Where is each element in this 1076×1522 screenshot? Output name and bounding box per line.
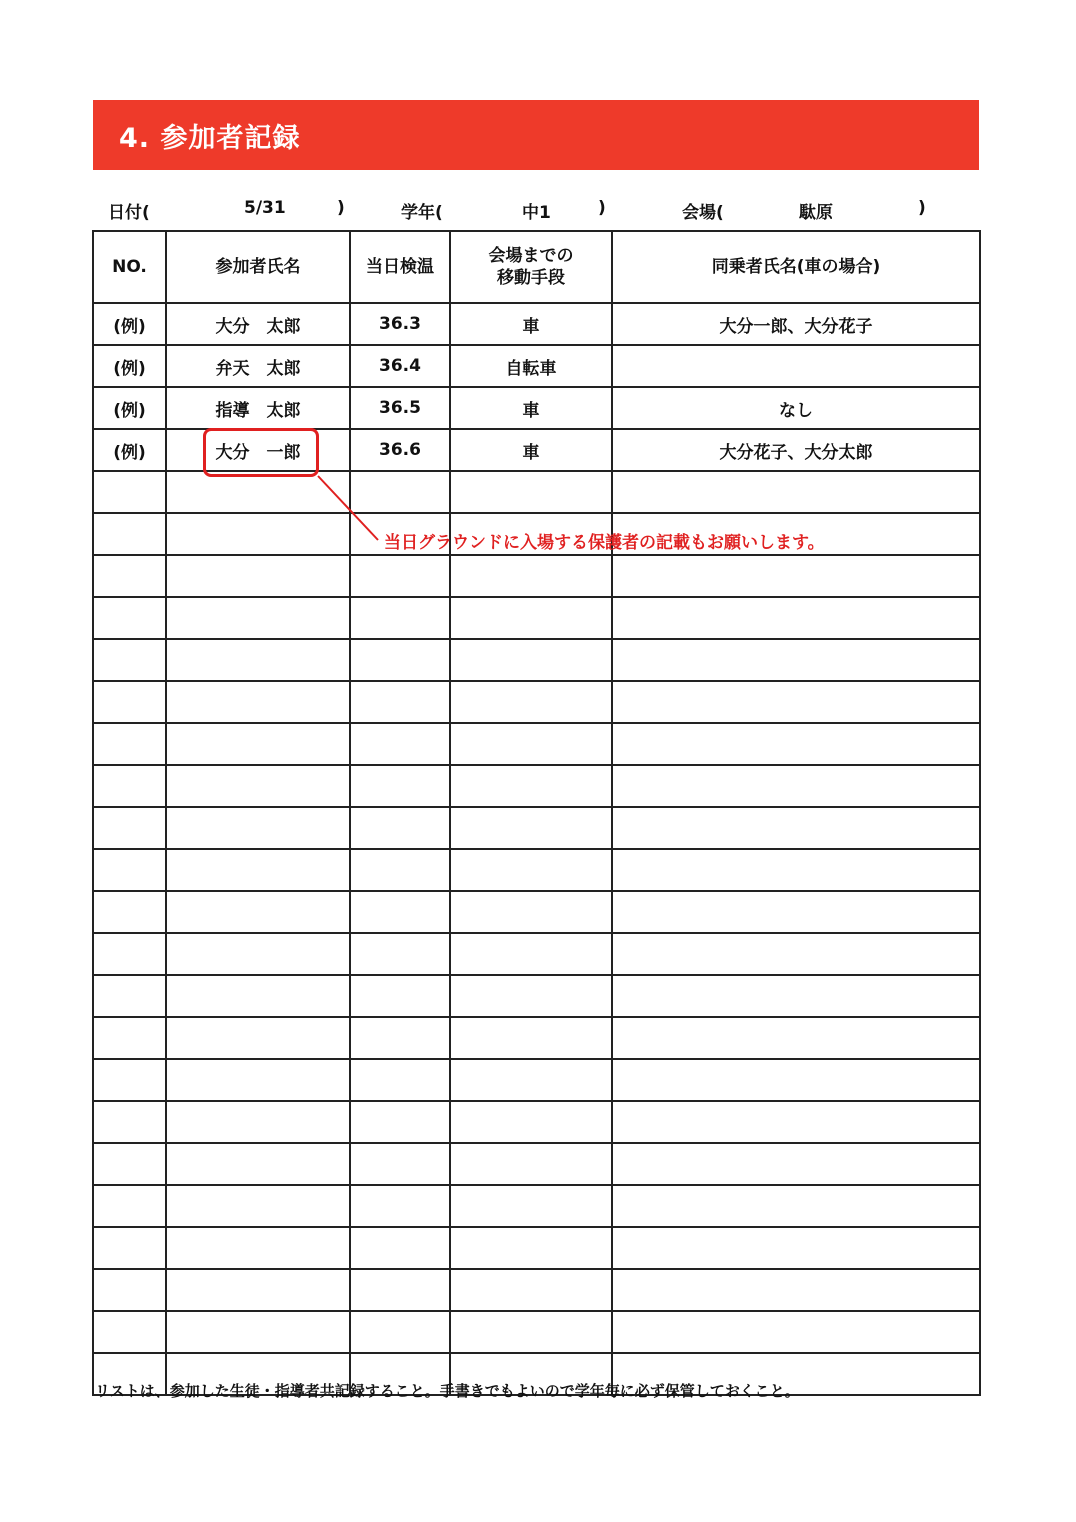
table-cell[interactable] [450, 849, 612, 891]
table-cell[interactable] [350, 1143, 450, 1185]
table-cell[interactable] [350, 723, 450, 765]
table-cell[interactable] [93, 891, 166, 933]
table-cell[interactable] [612, 597, 980, 639]
table-cell[interactable]: (例) [93, 387, 166, 429]
table-cell[interactable] [350, 1101, 450, 1143]
table-cell[interactable] [612, 1143, 980, 1185]
table-row [93, 681, 980, 723]
table-cell[interactable] [166, 975, 350, 1017]
grade-close-paren: ) [598, 198, 606, 218]
table-cell[interactable] [350, 975, 450, 1017]
table-row [93, 975, 980, 1017]
table-cell[interactable] [450, 933, 612, 975]
table-row [93, 1017, 980, 1059]
table-cell[interactable] [350, 555, 450, 597]
table-cell[interactable] [93, 471, 166, 513]
table-cell[interactable]: 自転車 [450, 345, 612, 387]
table-cell[interactable] [166, 1185, 350, 1227]
table-row [93, 471, 980, 513]
table-cell[interactable]: 36.3 [350, 303, 450, 345]
table-cell[interactable] [93, 597, 166, 639]
table-cell[interactable]: 大分 一郎 [166, 429, 350, 471]
table-cell[interactable] [450, 1227, 612, 1269]
table-cell[interactable]: (例) [93, 345, 166, 387]
table-cell[interactable] [450, 1269, 612, 1311]
table-cell[interactable] [166, 555, 350, 597]
table-cell[interactable] [166, 471, 350, 513]
table-cell[interactable] [166, 513, 350, 555]
table-cell[interactable] [93, 849, 166, 891]
table-cell[interactable] [612, 471, 980, 513]
table-cell[interactable] [93, 555, 166, 597]
table-cell[interactable] [450, 975, 612, 1017]
section-title-banner [93, 100, 979, 170]
table-cell[interactable]: 指導 太郎 [166, 387, 350, 429]
table-cell[interactable] [450, 555, 612, 597]
table-cell[interactable] [166, 1101, 350, 1143]
table-cell[interactable] [166, 1227, 350, 1269]
table-cell[interactable] [93, 723, 166, 765]
table-cell[interactable] [450, 681, 612, 723]
table-cell[interactable] [93, 681, 166, 723]
table-cell[interactable] [166, 1311, 350, 1353]
table-row [93, 1101, 980, 1143]
column-header: 同乗者氏名(車の場合) [612, 231, 980, 303]
table-cell[interactable] [166, 1017, 350, 1059]
table-cell[interactable] [350, 471, 450, 513]
table-cell[interactable] [612, 1227, 980, 1269]
table-cell[interactable]: 車 [450, 303, 612, 345]
table-cell[interactable]: 車 [450, 429, 612, 471]
table-cell[interactable] [450, 1311, 612, 1353]
grade-label: 学年( [401, 203, 443, 223]
table-cell[interactable] [350, 597, 450, 639]
table-row [93, 765, 980, 807]
table-cell[interactable] [350, 891, 450, 933]
table-cell[interactable] [93, 765, 166, 807]
column-header: NO. [93, 231, 166, 303]
date-value: 5/31 [244, 198, 286, 218]
table-cell[interactable] [450, 597, 612, 639]
venue-close-paren: ) [918, 198, 926, 218]
table-cell[interactable] [450, 471, 612, 513]
table-cell[interactable] [450, 1017, 612, 1059]
table-cell[interactable] [93, 1101, 166, 1143]
table-cell[interactable] [166, 807, 350, 849]
table-row [93, 849, 980, 891]
table-cell[interactable] [450, 891, 612, 933]
table-cell[interactable] [612, 1185, 980, 1227]
table-cell[interactable] [450, 807, 612, 849]
column-header: 参加者氏名 [166, 231, 350, 303]
table-cell[interactable] [612, 1311, 980, 1353]
table-row [93, 1269, 980, 1311]
table-cell[interactable]: 大分一郎、大分花子 [612, 303, 980, 345]
table-cell[interactable] [612, 765, 980, 807]
table-cell[interactable] [93, 1185, 166, 1227]
table-cell[interactable]: (例) [93, 303, 166, 345]
table-cell[interactable] [450, 1101, 612, 1143]
table-cell[interactable] [350, 1017, 450, 1059]
table-cell[interactable] [166, 765, 350, 807]
table-cell[interactable] [450, 723, 612, 765]
table-cell[interactable]: なし [612, 387, 980, 429]
table-cell[interactable] [166, 597, 350, 639]
grade-value: 中1 [522, 203, 551, 223]
table-cell[interactable] [350, 849, 450, 891]
table-row [93, 303, 980, 345]
table-cell[interactable] [166, 1269, 350, 1311]
table-cell[interactable] [612, 1269, 980, 1311]
table-row [93, 639, 980, 681]
table-cell[interactable] [450, 1059, 612, 1101]
table-cell[interactable] [350, 1185, 450, 1227]
table-row [93, 597, 980, 639]
date-close-paren: ) [337, 198, 345, 218]
table-cell[interactable] [166, 681, 350, 723]
table-cell[interactable]: 大分花子、大分太郎 [612, 429, 980, 471]
table-cell[interactable] [166, 1059, 350, 1101]
table-row [93, 1227, 980, 1269]
table-cell[interactable] [450, 765, 612, 807]
table-cell[interactable] [93, 975, 166, 1017]
participant-table [92, 230, 981, 1396]
table-cell[interactable] [166, 849, 350, 891]
table-cell[interactable] [93, 1059, 166, 1101]
table-cell[interactable]: 車 [450, 387, 612, 429]
column-header: 会場までの 移動手段 [450, 231, 612, 303]
table-cell[interactable] [166, 933, 350, 975]
table-cell[interactable]: 36.4 [350, 345, 450, 387]
section-title: 4. 参加者記録 [119, 122, 301, 154]
table-row [93, 891, 980, 933]
footer-note: リストは、参加した生徒・指導者共記録すること。手書きでもよいので学年毎に必ず保管しておくこと。 [95, 1382, 800, 1400]
highlight-box [203, 428, 319, 477]
table-cell[interactable] [612, 345, 980, 387]
table-row [93, 723, 980, 765]
table-cell[interactable] [612, 807, 980, 849]
table-row [93, 933, 980, 975]
table-cell[interactable] [350, 765, 450, 807]
table-cell[interactable] [166, 891, 350, 933]
table-cell[interactable] [612, 1101, 980, 1143]
date-label: 日付( [108, 203, 150, 223]
annotation-note: 当日グラウンドに入場する保護者の記載もお願いします。 [384, 533, 825, 553]
table-row [93, 387, 980, 429]
table-cell[interactable] [450, 1143, 612, 1185]
table-cell[interactable] [166, 639, 350, 681]
table-cell[interactable]: 大分 太郎 [166, 303, 350, 345]
table-cell[interactable] [612, 723, 980, 765]
table-cell[interactable] [93, 933, 166, 975]
table-cell[interactable] [450, 639, 612, 681]
table-row [93, 555, 980, 597]
table-cell[interactable] [350, 1269, 450, 1311]
table-cell[interactable] [612, 681, 980, 723]
table-row [93, 1185, 980, 1227]
table-cell[interactable] [93, 1269, 166, 1311]
table-cell[interactable] [612, 933, 980, 975]
table-cell[interactable] [612, 1059, 980, 1101]
table-cell[interactable] [93, 1017, 166, 1059]
table-cell[interactable]: 36.6 [350, 429, 450, 471]
table-cell[interactable] [612, 891, 980, 933]
table-cell[interactable] [166, 1143, 350, 1185]
table-cell[interactable] [450, 1185, 612, 1227]
table-cell[interactable] [166, 723, 350, 765]
table-cell[interactable] [350, 933, 450, 975]
venue-label: 会場( [682, 203, 724, 223]
table-cell[interactable] [612, 639, 980, 681]
table-row [93, 1311, 980, 1353]
venue-value: 駄原 [799, 203, 833, 223]
table-cell[interactable] [350, 1059, 450, 1101]
table-row [93, 1143, 980, 1185]
table-cell[interactable] [612, 975, 980, 1017]
table-cell[interactable] [93, 1311, 166, 1353]
table-cell[interactable] [93, 639, 166, 681]
table-row [93, 345, 980, 387]
table-cell[interactable]: 弁天 太郎 [166, 345, 350, 387]
table-cell[interactable] [612, 555, 980, 597]
table-cell[interactable]: 36.5 [350, 387, 450, 429]
table-cell[interactable] [93, 807, 166, 849]
table-cell[interactable] [612, 849, 980, 891]
table-row [93, 807, 980, 849]
table-cell[interactable]: (例) [93, 429, 166, 471]
table-cell[interactable] [350, 639, 450, 681]
table-cell[interactable] [350, 1227, 450, 1269]
table-cell[interactable] [350, 807, 450, 849]
table-cell[interactable] [350, 1311, 450, 1353]
table-cell[interactable] [93, 1227, 166, 1269]
table-header-row [93, 231, 980, 303]
table-cell[interactable] [93, 1143, 166, 1185]
column-header: 当日検温 [350, 231, 450, 303]
table-row [93, 1059, 980, 1101]
table-cell[interactable] [350, 681, 450, 723]
table-cell[interactable] [612, 1017, 980, 1059]
table-cell[interactable] [93, 513, 166, 555]
